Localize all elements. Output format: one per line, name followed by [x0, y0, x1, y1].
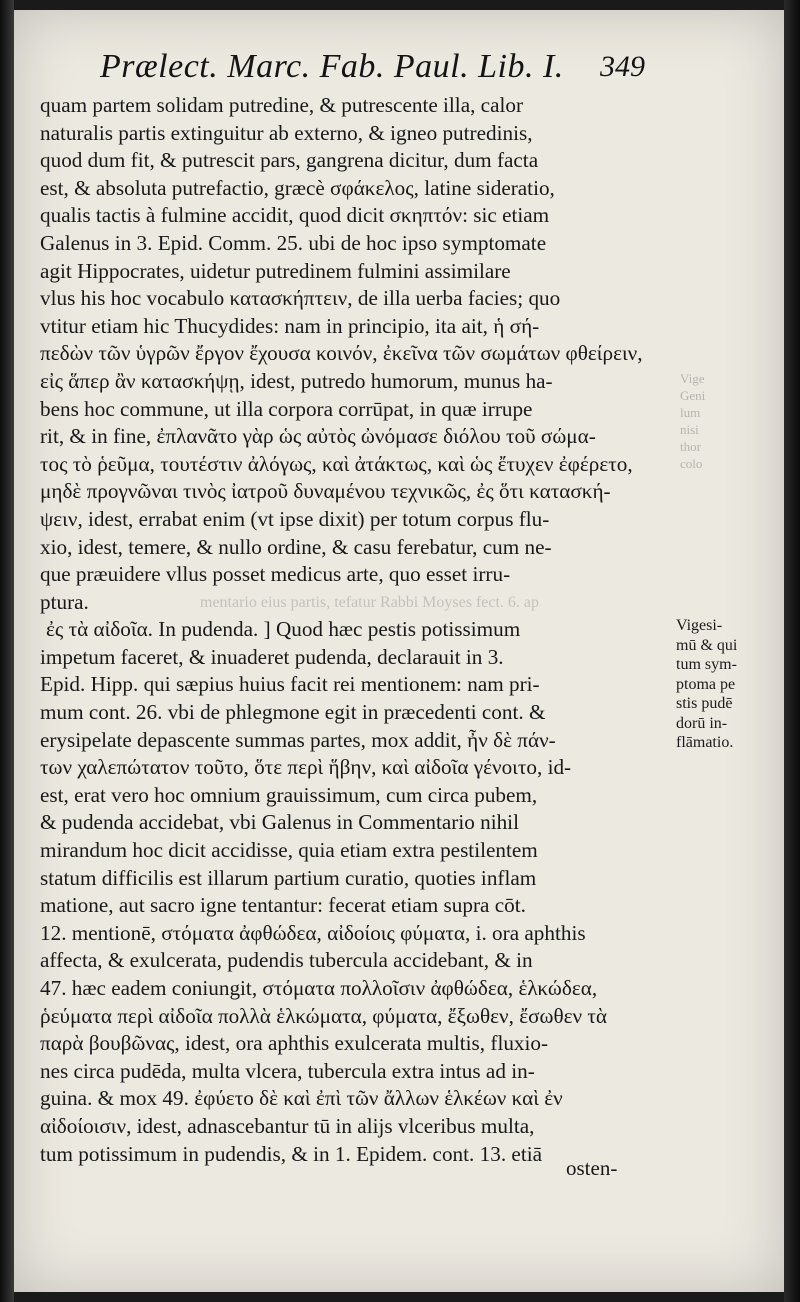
text-line: εἰς ἅπερ ἂν κατασκήψῃ, idest, putredo humorum, munus ha-	[40, 368, 553, 393]
book-binding-shadow	[0, 0, 14, 1302]
text-line: naturalis partis extinguitur ab externo, & igneo putredinis,	[40, 120, 533, 145]
show-through-line: Geni	[680, 388, 706, 403]
margin-note-line: tum sym-	[676, 656, 737, 673]
text-line: ψειν, idest, errabat enim (vt ipse dixit) per totum corpus flu-	[40, 506, 550, 531]
text-line: mirandum hoc dicit accidisse, quia etiam extra pestilentem	[40, 838, 538, 863]
show-through-line: lum	[680, 405, 701, 420]
text-line: guina. & mox 49. ἐφύετο δὲ καὶ ἐπὶ τῶν ἄλλων ἑλκέων καὶ ἐν	[40, 1086, 563, 1111]
text-line: 12. mentionē, στόματα ἀφθώδεα, αἰδοίοις φύματα, i. ora aphthis	[40, 920, 586, 945]
text-line: qualis tactis à fulmine accidit, quod dicit σκηπτόν: sic etiam	[40, 203, 550, 228]
text-line: est, & absoluta putrefactio, græcè σφάκελος, latine sideratio,	[40, 175, 555, 200]
text-line: affecta, & exulcerata, pudendis tubercula accidebant, & in	[40, 948, 533, 973]
show-through-line: Vige	[680, 371, 705, 386]
text-line: των χαλεπώτατον τοῦτο, ὅτε περὶ ἥβην, καὶ αἰδοῖα γένοιτο, id-	[40, 755, 572, 780]
text-line: mum cont. 26. vbi de phlegmone egit in præcedenti cont. &	[40, 700, 546, 725]
text-line: matione, aut sacro igne tentantur: fecerat etiam supra cōt.	[40, 893, 526, 918]
margin-note-line: Vigesi-	[676, 617, 723, 634]
text-line: erysipelate depascente summas partes, mox addit, ἦν δὲ πάν-	[40, 727, 556, 752]
text-line: bens hoc commune, ut illa corpora corrūpat, in quæ irrupe	[40, 396, 533, 421]
margin-note-line: ptoma pe	[676, 675, 736, 693]
margin-note-line: stis pudē	[676, 695, 733, 712]
catchword: osten-	[566, 1156, 618, 1180]
text-line: τος τὸ ῥεῦμα, τουτέστιν ἀλόγως, καὶ ἀτάκτως, καὶ ὡς ἔτυχεν ἐφέρετο,	[40, 451, 633, 476]
margin-note	[676, 616, 766, 753]
text-line: quam partem solidam putredine, & putrescente illa, calor	[40, 93, 524, 117]
show-through-text-right	[680, 370, 770, 472]
text-line: πεδὼν τῶν ὑγρῶν ἔργον ἔχουσα κοινόν, ἐκεῖνα τῶν σωμάτων φθείρειν,	[40, 341, 643, 366]
show-through-line: thor	[680, 439, 701, 454]
text-line: que præuidere vllus posset medicus arte, quo esset irru-	[40, 562, 511, 587]
show-through-line: colo	[680, 456, 703, 471]
margin-note-line: dorū in-	[676, 714, 728, 732]
text-line: αἰδοίοισιν, idest, adnascebantur tū in alijs vlceribus multa,	[40, 1113, 535, 1138]
text-line: Epid. Hipp. qui sæpius huius facit rei mentionem: nam pri-	[40, 672, 540, 697]
text-line: & pudenda accidebat, vbi Galenus in Commentario nihil	[40, 810, 519, 835]
text-line: quod dum fit, & putrescit pars, gangrena dicitur, dum facta	[40, 148, 539, 173]
text-line: μηδὲ προγνῶναι τινὸς ἰατροῦ δυναμένου τεχνικῶς, ἐς ὅτι κατασκή-	[40, 479, 611, 504]
text-line: παρὰ βουβῶνας, idest, ora aphthis exulcerata multis, fluxio-	[40, 1031, 549, 1056]
text-line: vlus his hoc vocabulo κατασκήπτειν, de illa uerba facies; quo	[40, 286, 561, 311]
text-line: ptura.	[40, 589, 89, 614]
text-line: statum difficilis est illarum partium curatio, quoties inflam	[40, 865, 537, 890]
margin-note-line: flāmatio.	[676, 734, 734, 751]
running-title: Prælect. Marc. Fab. Paul. Lib. I.	[100, 48, 564, 85]
text-line: impetum faceret, & inuaderet pudenda, declarauit in 3.	[40, 644, 504, 669]
text-line: 47. hæc eadem coniungit, στόματα πολλοῖσιν ἀφθώδεα, ἑλκώδεα,	[40, 976, 598, 1000]
text-line: vtitur etiam hic Thucydides: nam in principio, ita ait, ἡ σή-	[40, 313, 540, 338]
text-line: nes circa pudēda, multa vlcera, tubercula extra intus ad in-	[40, 1058, 535, 1083]
show-through-line: nisi	[680, 422, 699, 437]
section-lemma-line: ἐς τὰ αἰδοῖα. In pudenda. ] Quod hæc pestis potissimum	[46, 617, 521, 642]
main-text-block	[40, 92, 660, 1168]
text-line: xio, idest, temere, & nullo ordine, & casu ferebatur, cum ne-	[40, 534, 552, 559]
text-line: tum potissimum in pudendis, & in 1. Epidem. cont. 13. etiā	[40, 1141, 542, 1166]
page-edge-shadow	[784, 0, 800, 1302]
text-line: Galenus in 3. Epid. Comm. 25. ubi de hoc ipso symptomate	[40, 230, 547, 255]
page-number: 349	[600, 50, 645, 83]
text-line: agit Hippocrates, uidetur putredinem fulmini assimilare	[40, 258, 511, 283]
text-line: ῥεύματα περὶ αἰδοῖα πολλὰ ἑλκώματα, φύματα, ἔξωθεν, ἔσωθεν τὰ	[40, 1003, 607, 1028]
show-through-text-middle: mentario eius partis, tefatur Rabbi Moyses fect. 6. ap	[200, 594, 540, 611]
margin-note-line: mū & qui	[676, 636, 738, 654]
text-line: est, erat vero hoc omnium grauissimum, cum circa pubem,	[40, 782, 538, 807]
text-line: rit, & in fine, ἐπλανᾶτο γὰρ ὡς αὐτὸς ὠνόμασε διόλου τοῦ σώμα-	[40, 424, 596, 449]
